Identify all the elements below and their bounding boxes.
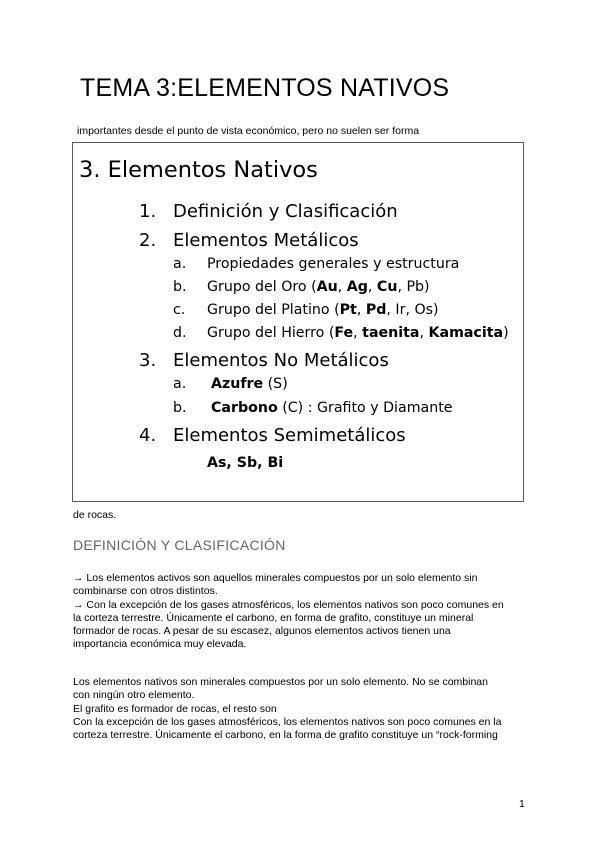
paragraph-1: [73, 572, 504, 652]
text-run: Elementos Semimetálicos: [173, 425, 406, 446]
outline-item: [139, 425, 406, 446]
slide-image: [72, 142, 524, 502]
bold-text: Pt: [339, 302, 357, 318]
outline-item: [173, 376, 288, 392]
outline-marker: 1.: [139, 201, 157, 222]
text-run: Elementos No Metálicos: [173, 350, 389, 371]
outline-item: [173, 279, 430, 295]
bold-text: Au: [316, 279, 338, 295]
outline-item: [173, 256, 459, 272]
outline-marker: 2.: [139, 230, 157, 251]
outline-marker: 3.: [139, 350, 157, 371]
bold-text: Azufre: [211, 376, 264, 392]
outline-marker: c.: [173, 302, 186, 318]
outline-text: [173, 201, 398, 222]
after-box-line: de rocas.: [73, 509, 117, 521]
outline-text: [173, 230, 359, 251]
outline-text: [207, 256, 459, 272]
bold-text: Carbono: [211, 400, 278, 416]
text-run: ,: [356, 302, 366, 318]
paragraph-line: importancia económica muy elevada.: [73, 638, 247, 651]
page-number: 1: [519, 798, 525, 810]
paragraph-line: formador de rocas. A pesar de su escasez, algunos elementos activos tienen una: [73, 625, 451, 638]
outline-item: [173, 325, 509, 341]
outline-marker: b.: [173, 279, 187, 295]
text-run: Grupo del Hierro (: [207, 325, 335, 341]
outline-item: [173, 400, 453, 416]
bold-text: As, Sb, Bi: [207, 455, 284, 471]
text-run: ,: [353, 325, 363, 341]
text-run: Grupo del Oro (: [207, 279, 317, 295]
outline-marker: b.: [173, 400, 187, 416]
paragraph-line: → Con la excepción de los gases atmosféricos, los elementos nativos son poco comunes en: [73, 598, 504, 611]
paragraph-line: Los elementos nativos son minerales compuestos por un solo elemento. No se combinan: [73, 676, 488, 688]
outline-text: [207, 302, 439, 318]
paragraph-line: con ningún otro elemento.: [73, 689, 195, 702]
text-run: Definición y Clasificación: [173, 201, 398, 222]
bold-text: taenita: [362, 325, 420, 341]
outline-item: [173, 302, 439, 318]
outline-text: [211, 376, 288, 392]
outline-text: [207, 325, 509, 341]
paragraph-line: El grafito es formador de rocas, el resto son: [73, 702, 277, 715]
outline-text: [173, 425, 406, 446]
paragraph-line: combinarse con otros distintos.: [73, 585, 218, 598]
text-run: ,: [367, 279, 377, 295]
outline-text: [207, 455, 283, 471]
outline-text: [211, 400, 453, 416]
outline-marker: a.: [173, 256, 187, 272]
intro-line: importantes desde el punto de vista económico, pero no suelen ser forma: [77, 125, 420, 137]
outline-item: [207, 455, 283, 471]
slide-title: 3. Elementos Nativos: [79, 157, 318, 183]
text-run: ): [503, 325, 509, 341]
paragraph-line: corteza terrestre. Únicamente el carbono, en la forma de grafito constituye un “rock-forming: [73, 729, 498, 742]
bold-text: Fe: [334, 325, 354, 341]
section-heading: DEFINICIÓN Y CLASIFICACIÓN: [73, 537, 286, 553]
bold-text: Ag: [346, 279, 368, 295]
paragraph-line: la corteza terrestre. Únicamente el carbono, en forma de grafito, constituye un mineral: [73, 611, 474, 624]
outline-item: [139, 230, 359, 251]
outline-item: [139, 350, 389, 371]
bold-text: Kamacita: [428, 325, 504, 341]
outline-marker: 4.: [139, 425, 157, 446]
paragraph-line: → Los elementos activos son aquellos minerales compuestos por un solo elemento sin: [73, 572, 478, 584]
text-run: , Pb): [397, 279, 430, 295]
outline-marker: a.: [173, 376, 187, 392]
text-run: , Ir, Os): [386, 302, 439, 318]
paragraph-line: Con la excepción de los gases atmosféricos, los elementos nativos son poco comunes en la: [73, 715, 502, 728]
outline-text: [173, 350, 389, 371]
text-run: (S): [263, 376, 288, 392]
text-run: ,: [337, 279, 347, 295]
outline-marker: d.: [173, 325, 187, 341]
bold-text: Cu: [376, 279, 398, 295]
text-run: (C) : Grafito y Diamante: [277, 400, 453, 416]
outline-text: [207, 279, 430, 295]
text-run: Propiedades generales y estructura: [207, 256, 460, 272]
text-run: Elementos Metálicos: [173, 230, 359, 251]
text-run: Grupo del Platino (: [207, 302, 340, 318]
bold-text: Pd: [365, 302, 387, 318]
paragraph-2: [73, 676, 501, 742]
outline-item: [139, 201, 398, 222]
text-run: ,: [419, 325, 429, 341]
document-title: TEMA 3:ELEMENTOS NATIVOS: [80, 74, 450, 102]
